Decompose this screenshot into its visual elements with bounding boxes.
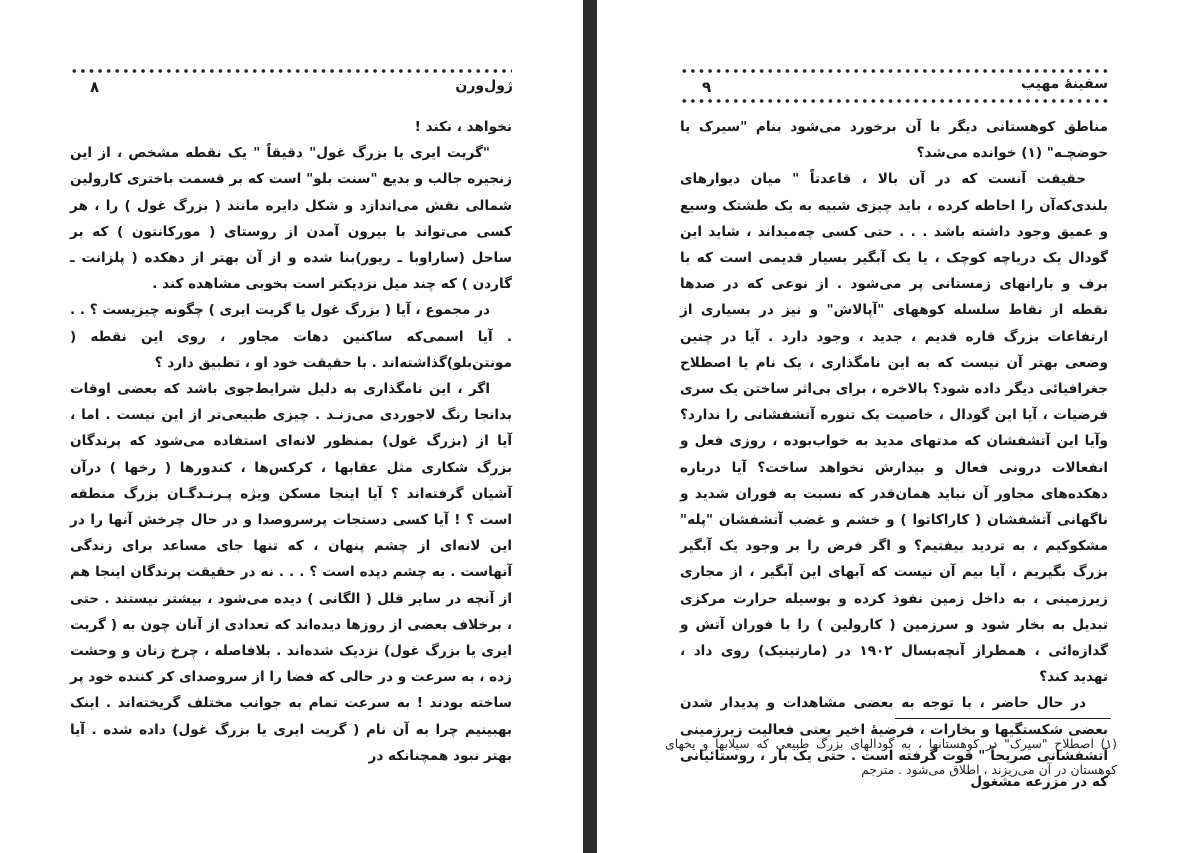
book-gutter (583, 0, 597, 853)
page-number: ۸ (90, 78, 100, 96)
running-title: ژول‌ورن (455, 78, 513, 94)
paragraph: در حال حاضر ، با توجه به بعضی مشاهدات و پدیدار شدن بعضی شکستگیها و بخارات ، فرضیهٔ اخیر یعنی فعالیت زیرزمینی آتشفشانی صریحاً " قوت گرفته است . حتی یک بار ، روستائیانی که در مزرعه مشغول (680, 695, 1108, 791)
running-title: سفینه‌ٔ مهیب (1020, 76, 1108, 92)
page-body (680, 114, 1108, 795)
footnote-rule (895, 718, 1111, 719)
paragraph: "گریت ایری یا بزرگ غول" دقیقاً " یک نقطه مشخص ، از این زنجیره جالب و بدیع "سنت بلو" است که بر قسمت باختری کارولین شمالی نقش می‌اندازد و شکل دایره مانند ( بزرگ غول ) را ، هر کسی می‌تواند با بیرون آمدن از روستای ( مورکانتون ) که بر ساحل (ساراوبا ـ ریور)بنا شده و از آن بهتر از دهکده ( پلزانت ـ گاردن ) که چند میل نزدیکتر است بخوبی مشاهده کند . (70, 145, 512, 293)
right-page (597, 0, 1181, 853)
paragraph: در مجموع ، آیا ( بزرگ غول یا گریت ایری ) چگونه چیزیست ؟ . . . آیا اسمی‌که ساکنین دهات مجاور ، روی این نقطه ( مونتن‌بلو)گذاشته‌اند . با حقیقت خود او ، تطبیق دارد ؟ (70, 302, 512, 371)
paragraph: نخواهد ، نکند ! (414, 119, 512, 135)
paragraph: مناطق کوهستانی دیگر با آن برخورد می‌شود بنام "سیرک یا حوضچـه" (۱) خوانده می‌شد؟ (680, 119, 1108, 162)
page-number: ۹ (702, 78, 712, 96)
paragraph: حقیقت آنست که در آن بالا ، قاعدتاً " میان دیوارهای بلندی‌که‌آن را احاطه کرده ، باید چیزی شبیه به یک طشتک وسیع و عمیق وجود داشته باشد . . . حتی کسی چه‌میداند ، شاید این گودال یک دریاچه کوچک ، یا یک آبگیر بسیار قدیمی است که با برف و بارانهای زمستانی پر می‌شود . از نوعی که در صدها نقطه از نقاط سلسله کوههای "آپالاش" و نیز در بسیاری از ارتفاعات بزرگ قاره قدیم ، جدید ، وجود دارد . آیا در چنین وضعی بهتر آن نیست که به این نامگذاری ، یک نام یا اصطلاح جغرافیائی دیگر داده شود؟ بالاخره ، برای بی‌اثر ساختن یک سری فرضیات ، آیا این گودال ، خاصیت یک تنوره آتشفشانی را ندارد؟ وآیا این آتشفشان که مدتهای مدید به خواب‌بوده ، روزی فعل و انفعالات درونی فعال و بیدارش نخواهد ساخت؟ آیا درباره دهکده‌های مجاور آن نباید همان‌قدر که نسبت به فوران شدید و ناگهانی آتشفشان ( کاراکاتوا ) و خشم و غضب آتشفشان "پله" مشکوکیم ، به تردید بیفتیم؟ و اگر فرض را بر وجود یک آبگیر بزرگ بگیریم ، آیا بیم آن نیست که آبهای این آبگیر ، از مجاری زیرزمینی ، به داخل زمین نفوذ کرده و بوسیله حرارت مرکزی تبدیل به بخار شود و سرزمین ( کارولین ) را با فوران آتش و گدازه‌ائی ، همطراز آنچه‌بسال ۱۹۰۲ در (مارتینیک) روی داد ، تهدید کند؟ (680, 171, 1109, 686)
page-body (70, 114, 512, 769)
header-dot-border-top (680, 68, 1108, 74)
paragraph: اگر ، این نامگذاری به دلیل شرایط‌جوی باشد که بعضی اوقات بدانجا رنگ لاجوردی می‌زنـد . چیزی طبیعی‌تر از این نیست . اما ، آیا از (بزرگ غول) بمنظور لانه‌ای استفاده می‌شود که پرندگان بزرگ شکاری مثل عقابها ، کرکس‌ها ، کندورها ( رخها ) درآن آشیان گرفته‌اند ؟ آیا اینجا مسکن ویژه پـرنـدگـان بزرگ منطقه است ؟ ! آیا کسی دستجات پرسروصدا و در حال چرخش آنها را در این لانه‌ای از چشم پنهان ، که تنها جای مساعد برای زندگی آنهاست . به چشم دیده است ؟ . . . نه در حقیقت پرندگان اینجا هم از آنچه در سایر قلل ( الگانی ) دیده می‌شود ، بیشتر نیستند . حتی ، برخلاف بعضی از روزها دیده‌اند که تعدادی از آنان چون به ( گریت ایری یا بزرگ غول) نزدیک شده‌اند . بلافاصله ، چرخ زنان و وحشت زده ، به سرعت و در حالی که فضا را از سروصدای کر کننده خود پر ساخته بودند ! به سرعت تمام به جوانب مختلف گریخته‌اند . اینک بهبینیم چرا به آن نام ( گریت ایری یا بزرگ غول) داده شده . آیا بهتر نبود همچنانکه در (70, 381, 512, 764)
left-page (0, 0, 583, 853)
header-dot-border-top (70, 68, 512, 74)
footnote: (۱) اصطلاح "سیرک" در کوهستانها ، به گودالهای بزرگ طبیعی که سیلابها و یخهای کوهستان در آن می‌ریزند ، اطلاق می‌شود . مترجم (665, 736, 1117, 777)
header-dot-border-bottom (680, 98, 1108, 104)
